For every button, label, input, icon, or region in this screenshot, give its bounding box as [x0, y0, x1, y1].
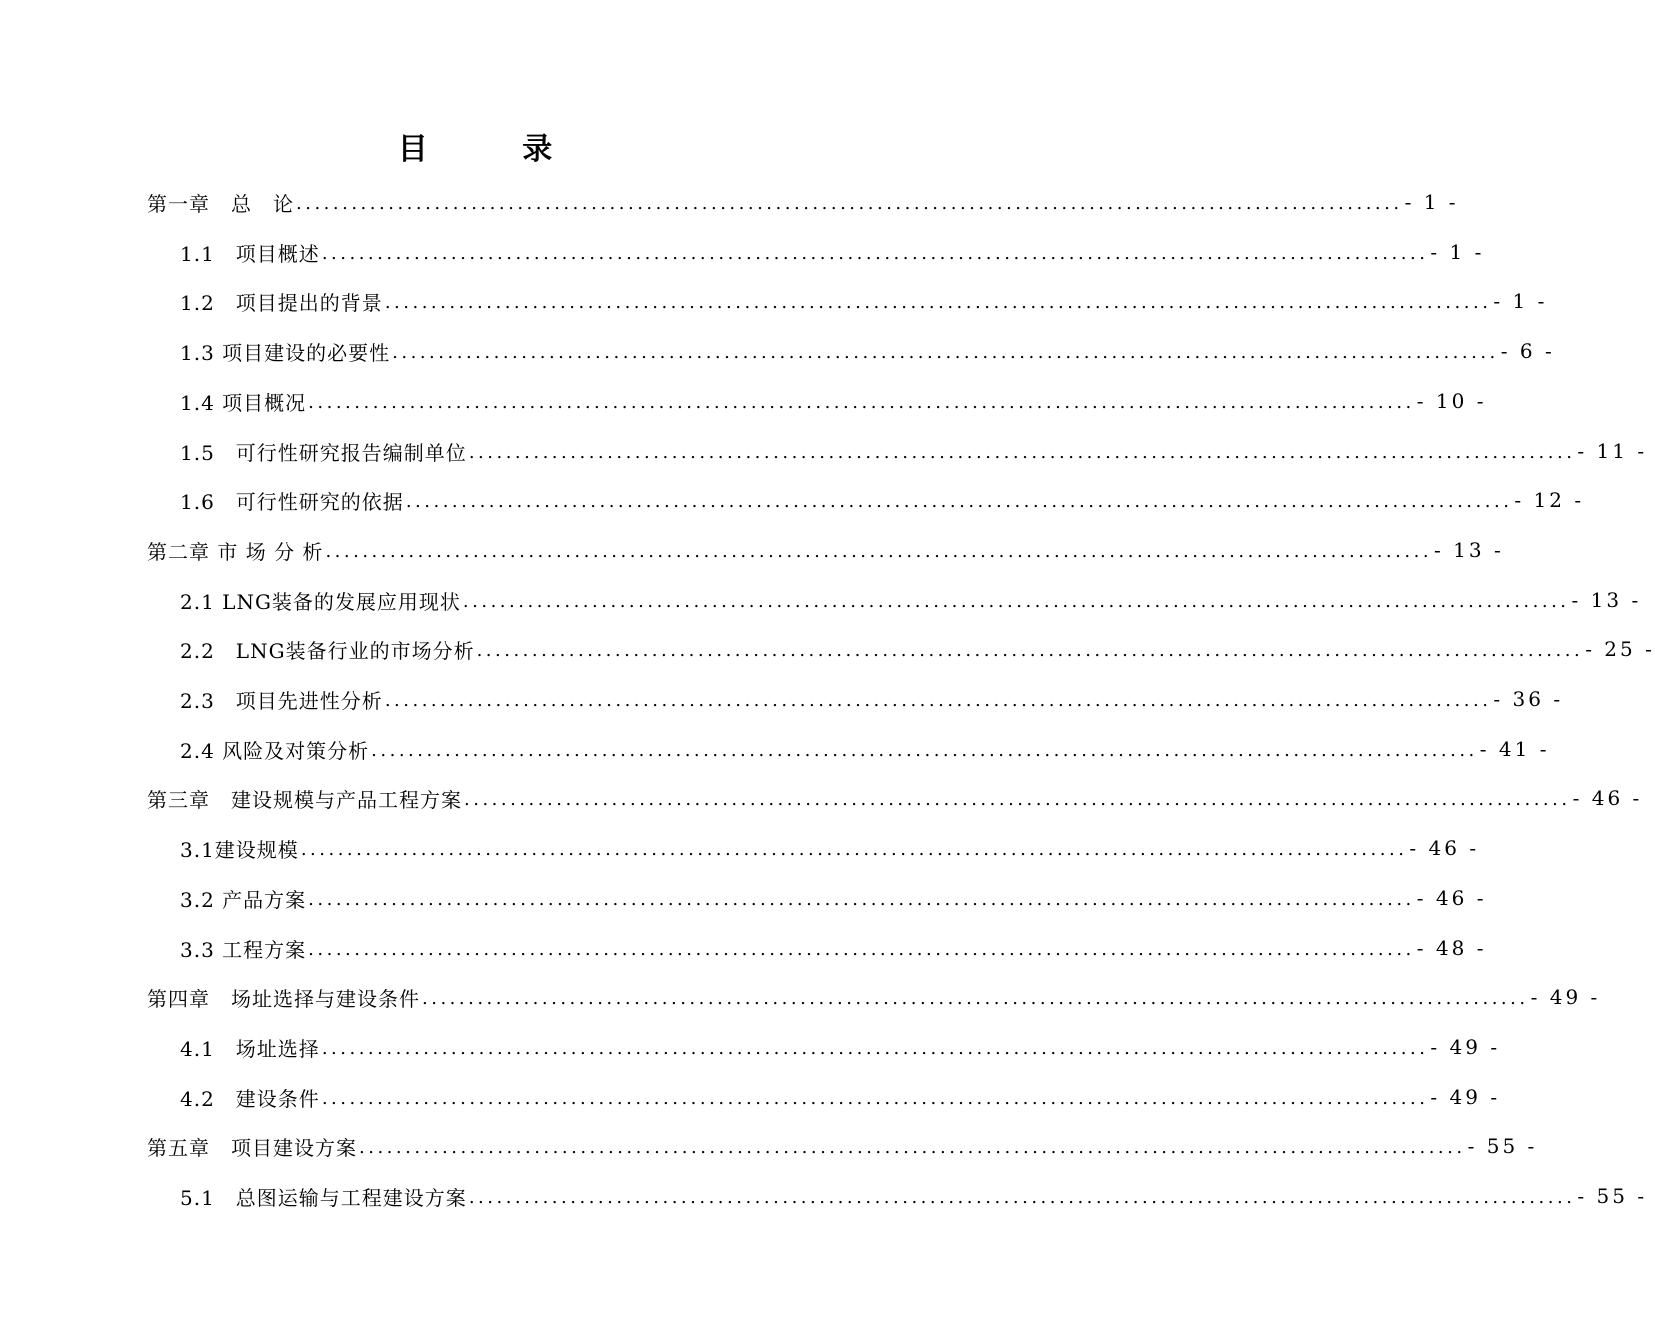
toc-dot-leader: ........................................................................................................................	[468, 442, 1576, 463]
toc-dot-leader: ........................................................................................................................	[300, 839, 1408, 860]
toc-page-number: - 11 -	[1577, 439, 1648, 463]
toc-dot-leader: ........................................................................................................................	[405, 491, 1513, 512]
toc-section-entry[interactable]	[180, 823, 1480, 873]
toc-page-number: - 41 -	[1479, 737, 1550, 761]
toc-entry-label: 1.6 可行性研究的依据	[180, 489, 404, 514]
toc-page-number: - 13 -	[1434, 538, 1504, 562]
toc-entry-label: 2.4 风险及对策分析	[180, 738, 370, 763]
toc-entry-label: 第五章 项目建设方案	[147, 1135, 357, 1160]
toc-chapter-entry[interactable]	[147, 1121, 1538, 1171]
toc-section-entry[interactable]	[180, 724, 1550, 774]
toc-dot-leader: ........................................................................................................................	[321, 1038, 1429, 1059]
toc-page-number: - 55 -	[1467, 1134, 1538, 1158]
toc-page-number: - 1 -	[1430, 240, 1485, 264]
toc-section-entry[interactable]	[180, 475, 1585, 525]
toc-section-entry[interactable]	[180, 276, 1548, 326]
toc-dot-leader: ........................................................................................................................	[384, 690, 1492, 711]
toc-dot-leader: ........................................................................................................................	[371, 740, 1478, 761]
toc-section-entry[interactable]	[180, 227, 1485, 277]
toc-section-entry[interactable]	[180, 1022, 1501, 1072]
toc-entry-label: 1.2 项目提出的背景	[180, 290, 383, 315]
toc-page-number: - 46 -	[1416, 886, 1487, 910]
toc-dot-leader: ........................................................................................................................	[384, 292, 1492, 313]
toc-dot-leader: ........................................................................................................................	[308, 889, 1415, 910]
toc-section-entry[interactable]	[180, 326, 1555, 376]
toc-entry-label: 2.1 LNG装备的发展应用现状	[180, 589, 461, 614]
toc-dot-leader: ........................................................................................................................	[308, 939, 1415, 960]
toc-page-number: - 6 -	[1500, 339, 1555, 363]
toc-page-number: - 1 -	[1404, 190, 1459, 214]
toc-dot-leader: ........................................................................................................................	[392, 342, 1499, 363]
toc-page-number: - 12 -	[1514, 488, 1585, 512]
toc-section-entry[interactable]	[180, 1072, 1501, 1122]
toc-entry-label: 1.4 项目概况	[180, 390, 307, 415]
toc-entry-label: 4.1 场址选择	[180, 1036, 320, 1061]
toc-entry-label: 2.2 LNG装备行业的市场分析	[180, 638, 475, 663]
toc-entry-label: 3.2 产品方案	[180, 887, 307, 912]
toc-page-number: - 49 -	[1430, 1085, 1501, 1109]
toc-dot-leader: ........................................................................................................................	[296, 193, 1403, 214]
toc-page-number: - 46 -	[1409, 836, 1480, 860]
toc-section-entry[interactable]	[180, 923, 1487, 973]
toc-page-number: - 25 -	[1585, 637, 1655, 661]
toc-page-number: - 1 -	[1493, 289, 1548, 313]
toc-dot-leader: ........................................................................................................................	[462, 591, 1570, 612]
toc-section-entry[interactable]	[180, 1171, 1648, 1221]
toc-page-number: - 13 -	[1571, 588, 1642, 612]
toc-entry-label: 3.3 工程方案	[180, 937, 307, 962]
toc-page-number: - 49 -	[1530, 985, 1601, 1009]
toc-entry-label: 1.3 项目建设的必要性	[180, 340, 391, 365]
toc-dot-leader: ........................................................................................................................	[468, 1187, 1576, 1208]
toc-section-entry[interactable]	[180, 674, 1564, 724]
toc-entry-label: 3.1建设规模	[180, 837, 299, 862]
toc-dot-leader: ........................................................................................................................	[321, 1088, 1429, 1109]
toc-entry-label: 第三章 建设规模与产品工程方案	[147, 787, 462, 812]
toc-section-entry[interactable]	[180, 376, 1487, 426]
toc-entry-label: 1.5 可行性研究报告编制单位	[180, 440, 467, 465]
toc-entry-label: 5.1 总图运输与工程建设方案	[180, 1185, 467, 1210]
toc-dot-leader: ........................................................................................................................	[476, 640, 1584, 661]
toc-chapter-entry[interactable]	[147, 972, 1601, 1022]
toc-dot-leader: ........................................................................................................................	[422, 988, 1529, 1009]
toc-entry-label: 4.2 建设条件	[180, 1086, 320, 1111]
toc-page-number: - 48 -	[1416, 936, 1487, 960]
toc-entry-label: 2.3 项目先进性分析	[180, 688, 383, 713]
toc-entry-label: 第二章 市 场 分 析	[147, 539, 324, 564]
toc-entry-label: 第一章 总 论	[147, 191, 294, 216]
toc-section-entry[interactable]	[180, 575, 1642, 625]
toc-dot-leader: ........................................................................................................................	[464, 789, 1571, 810]
toc-page-number: - 46 -	[1572, 786, 1643, 810]
toc-dot-leader: ........................................................................................................................	[359, 1137, 1466, 1158]
toc-page-number: - 55 -	[1577, 1184, 1648, 1208]
toc-entry-label: 第四章 场址选择与建设条件	[147, 986, 420, 1011]
toc-chapter-entry[interactable]	[147, 177, 1459, 227]
toc-chapter-entry[interactable]	[147, 773, 1643, 823]
toc-page-number: - 10 -	[1416, 389, 1487, 413]
toc-entry-label: 1.1 项目概述	[180, 241, 320, 266]
toc-section-entry[interactable]	[180, 426, 1648, 476]
toc-chapter-entry[interactable]	[147, 525, 1504, 575]
toc-dot-leader: ........................................................................................................................	[321, 243, 1429, 264]
page-title: 目 录	[397, 132, 595, 167]
toc-dot-leader: ........................................................................................................................	[325, 541, 1433, 562]
toc-section-entry[interactable]	[180, 873, 1487, 923]
toc-page-number: - 36 -	[1493, 687, 1564, 711]
toc-dot-leader: ........................................................................................................................	[308, 392, 1415, 413]
toc-page-number: - 49 -	[1430, 1035, 1501, 1059]
toc-section-entry[interactable]	[180, 624, 1655, 674]
